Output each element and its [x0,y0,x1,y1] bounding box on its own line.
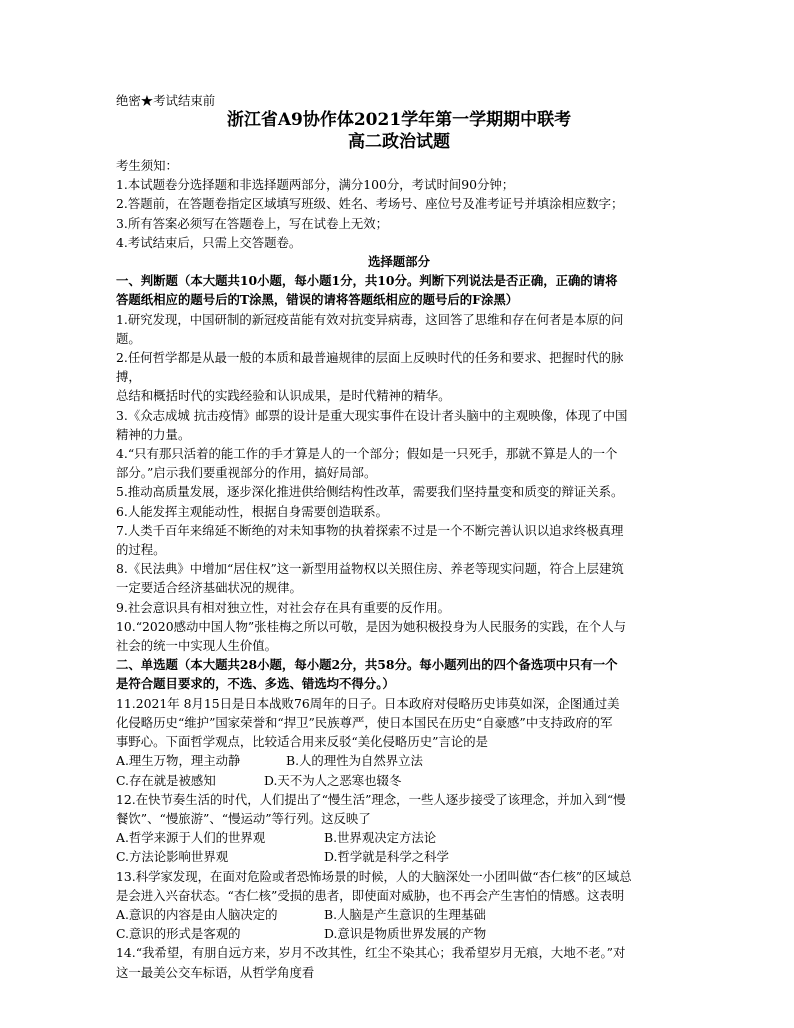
question-line: 8.《民法典》中增加“居住权”这一新型用益物权以关照住房、养老等现实问题，符合上层建筑 [116,561,624,577]
part2-block [116,655,682,981]
question-line: 7.人类千百年来绵延不断绝的对未知事物的执着探索不过是一个不断完善认识以追求终极真理 [116,522,624,538]
question-line: 是会进入兴奋状态。“杏仁核”受损的患者，即使面对威胁，也不再会产生害怕的情感。这表明 [116,887,625,903]
answer-options-row [116,924,682,943]
answer-option: B.人脑是产生意识的生理基础 [324,906,486,922]
question-line: 餐饮”、“慢旅游”、“慢运动”等行列。这反映了 [116,810,371,826]
part2-heading-line: 二、单选题（本大题共28小题，每小题2分，共58分。每小题列出的四个备选项中只有一个 [116,657,618,673]
question-line: 搏， [116,369,141,385]
question-line: 事野心。下面哲学观点，比较适合用来反驳“美化侵略历史”言论的是 [116,734,488,750]
answer-options-row [116,847,682,866]
part1-heading-line: 答题纸相应的题号后的T涂黑，错误的请将答题纸相应的题号后的F涂黑） [116,292,519,308]
question-line: 精神的力量。 [116,426,191,442]
question-line: 部分。”启示我们要重视部分的作用，搞好局部。 [116,465,377,481]
question-line: 11.2021年 8月15日是日本战败76周年的日子。日本政府对侵略历史讳莫如深，企图通过美 [116,695,620,711]
question-line: 这一最美公交车标语，从哲学角度看 [116,964,315,980]
part1-heading-line: 一、判断题（本大题共10小题，每小题1分，共10分。判断下列说法是否正确，正确的请将 [116,273,618,289]
answer-option: C.存在就是被感知 [116,772,216,788]
question-line: 2.任何哲学都是从最一般的本质和最普遍规律的层面上反映时代的任务和要求、把握时代的脉 [116,350,624,366]
question-line: 一定要适合经济基础状况的规律。 [116,580,302,596]
question-line: 总结和概括时代的实践经验和认识成果，是时代精神的精华。 [116,388,451,404]
notice-block [116,156,682,252]
answer-option: D.哲学就是科学之科学 [324,849,449,865]
answer-options-row [116,905,682,924]
answer-option: D.意识是物质世界发展的产物 [324,926,487,942]
answer-option: B.人的理性为自然界立法 [286,753,423,769]
question-line: 题。 [116,330,141,346]
notice-heading: 考生须知： [116,158,178,173]
answer-options-row [116,751,682,770]
question-line: 13.科学家发现，在面对危险或者恐怖场景的时候，人的大脑深处一小团叫做“杏仁核”的区域总 [116,868,632,884]
part1-block [116,271,682,655]
question-line: 化侵略历史“维护”国家荣誉和“捍卫”民族尊严，使日本国民在历史“自豪感”中支持政府的军 [116,714,613,730]
notice-item: 4.考试结束后，只需上交答题卷。 [116,234,302,250]
notice-item: 2.答题前，在答题卷指定区域填写班级、姓名、考场号、座位号及准考证号并填涂相应数字； [116,196,624,212]
question-line: 1.研究发现，中国研制的新冠疫苗能有效对抗变异病毒，这回答了思维和存在何者是本原的问 [116,311,624,327]
answer-options-row [116,828,682,847]
question-line: 14.“我希望，有朋自远方来，岁月不改其性，红尘不染其心；我希望岁月无痕，大地不老。”对 [116,945,626,961]
question-line: 3.《众志成城 抗击疫情》邮票的设计是重大现实事件在设计者头脑中的主观映像，体现了中国 [116,407,628,423]
part2-heading-line: 是符合题目要求的，不选、多选、错选均不得分。） [116,676,395,692]
notice-item: 1.本试题卷分选择题和非选择题两部分，满分100分，考试时间90分钟； [116,177,515,193]
answer-option: D.天不为人之恶寒也辍冬 [264,772,402,788]
question-line: 5.推动高质量发展，逐步深化推进供给侧结构性改革，需要我们坚持量变和质变的辩证关系。 [116,484,624,500]
answer-option: B.世界观决定方法论 [324,830,437,846]
exam-title: 浙江省A9协作体2021学年第一学期期中联考 [226,110,572,130]
question-line: 6.人能发挥主观能动性，根据自身需要创造联系。 [116,503,389,519]
answer-option: C.方法论影响世界观 [116,849,229,865]
question-line: 10.“2020感动中国人物”张桂梅之所以可敬，是因为她积极投身为人民服务的实践，在个人与 [116,618,626,634]
answer-option: A.理生万物，理主动静 [116,753,241,769]
question-line: 的过程。 [116,542,166,558]
exam-subtitle: 高二政治试题 [348,132,450,152]
answer-option: A.意识的内容是由人脑决定的 [116,906,278,922]
notice-item: 3.所有答案必须写在答题卷上，写在试卷上无效； [116,215,389,231]
question-line: 社会的统一中实现人生价值。 [116,638,278,654]
answer-option: A.哲学来源于人们的世界观 [116,830,266,846]
question-line: 4.“只有那只活着的能工作的手才算是人的一个部分；假如是一只死手，那就不算是人的一个 [116,446,618,462]
secret-label: 绝密★考试结束前 [116,93,216,108]
section-choice-title: 选择题部分 [368,254,430,270]
question-line: 12.在快节奏生活的时代，人们提出了“慢生活”理念，一些人逐步接受了该理念，并加入到“慢 [116,791,626,807]
answer-option: C.意识的形式是客观的 [116,926,241,942]
answer-options-row [116,771,682,790]
question-line: 9.社会意识具有相对独立性，对社会存在具有重要的反作用。 [116,599,450,615]
